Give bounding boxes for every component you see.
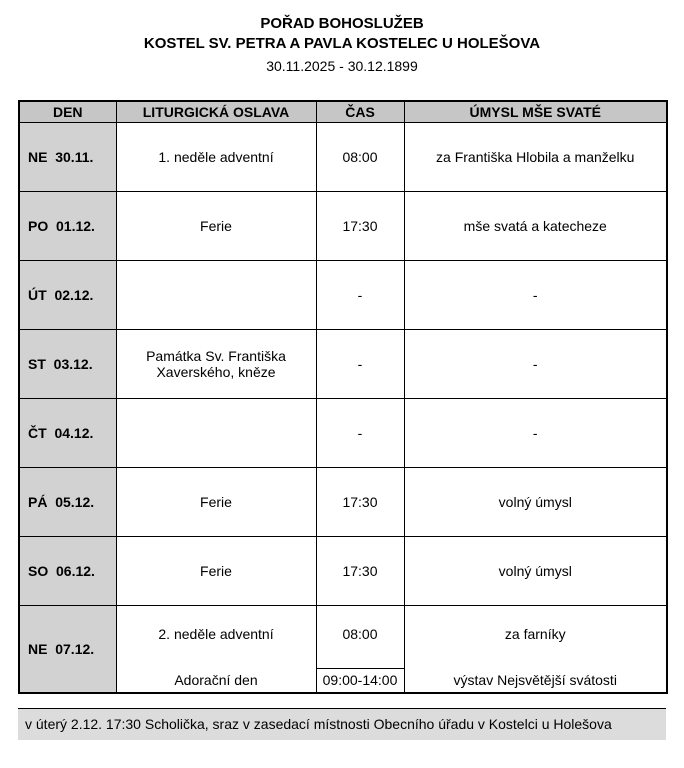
intention-cell: za Františka Hlobila a manželku <box>404 122 667 191</box>
day-cell: ST 03.12. <box>19 329 116 398</box>
celebration-cell <box>116 605 316 693</box>
intention-cell: - <box>404 398 667 467</box>
intention-cell: - <box>404 260 667 329</box>
time-line-2: 09:00-14:00 <box>317 668 404 692</box>
celebration-cell <box>116 398 316 467</box>
page-title: POŘAD BOHOSLUŽEB <box>260 15 424 32</box>
table-row-po-0112 <box>19 191 667 260</box>
intention-line-2: výstav Nejsvětější svátosti <box>453 671 617 688</box>
column-header-liturgicka-oslava: LITURGICKÁ OSLAVA <box>116 101 316 122</box>
time-cell: 17:30 <box>316 536 404 605</box>
intention-cell: volný úmysl <box>404 467 667 536</box>
day-cell: PÁ 05.12. <box>19 467 116 536</box>
day-cell: ÚT 02.12. <box>19 260 116 329</box>
time-cell: - <box>316 329 404 398</box>
intention-cell: volný úmysl <box>404 536 667 605</box>
column-header-den: DEN <box>19 101 116 122</box>
time-cell: - <box>316 260 404 329</box>
celebration-cell: Ferie <box>116 191 316 260</box>
intention-line-1: za farníky <box>504 625 566 642</box>
intention-cell: mše svatá a katecheze <box>404 191 667 260</box>
time-cell: - <box>316 398 404 467</box>
celebration-cell: Ferie <box>116 536 316 605</box>
table-row-pa-0512 <box>19 467 667 536</box>
schedule-table <box>18 100 668 694</box>
celebration-line-2: Adorační den <box>174 671 258 688</box>
table-row-ne-0712 <box>19 605 667 693</box>
title-block <box>18 14 666 76</box>
intention-cell <box>404 605 667 693</box>
table-header <box>19 101 667 122</box>
celebration-cell <box>116 260 316 329</box>
celebration-cell: Památka Sv. Františka Xaverského, kněze <box>116 329 316 398</box>
time-cell: 08:00 <box>316 122 404 191</box>
table-row-so-0612 <box>19 536 667 605</box>
celebration-cell: 1. neděle adventní <box>116 122 316 191</box>
celebration-line-1: 2. neděle adventní <box>158 625 274 642</box>
day-cell: NE 07.12. <box>19 605 116 693</box>
column-header-umysl: ÚMYSL MŠE SVATÉ <box>404 101 667 122</box>
time-cell: 17:30 <box>316 191 404 260</box>
table-row-ne-3011 <box>19 122 667 191</box>
table-row-ut-0212 <box>19 260 667 329</box>
day-cell: NE 30.11. <box>19 122 116 191</box>
day-cell: PO 01.12. <box>19 191 116 260</box>
table-row-st-0312 <box>19 329 667 398</box>
intention-cell: - <box>404 329 667 398</box>
table-row-ct-0412 <box>19 398 667 467</box>
celebration-cell: Ferie <box>116 467 316 536</box>
day-cell: ČT 04.12. <box>19 398 116 467</box>
time-line-1: 08:00 <box>342 625 378 642</box>
church-name: KOSTEL SV. PETRA A PAVLA KOSTELEC U HOLEŠOVA <box>143 35 541 52</box>
day-cell: SO 06.12. <box>19 536 116 605</box>
header-row <box>19 101 667 122</box>
table-body <box>19 122 667 693</box>
time-cell: 17:30 <box>316 467 404 536</box>
date-range: 30.11.2025 - 30.12.1899 <box>266 58 418 74</box>
column-header-cas: ČAS <box>316 101 404 122</box>
time-cell <box>316 605 404 693</box>
footer-note: v úterý 2.12. 17:30 Scholička, sraz v zasedací místnosti Obecního úřadu v Kostelci u Holešova <box>18 708 666 740</box>
